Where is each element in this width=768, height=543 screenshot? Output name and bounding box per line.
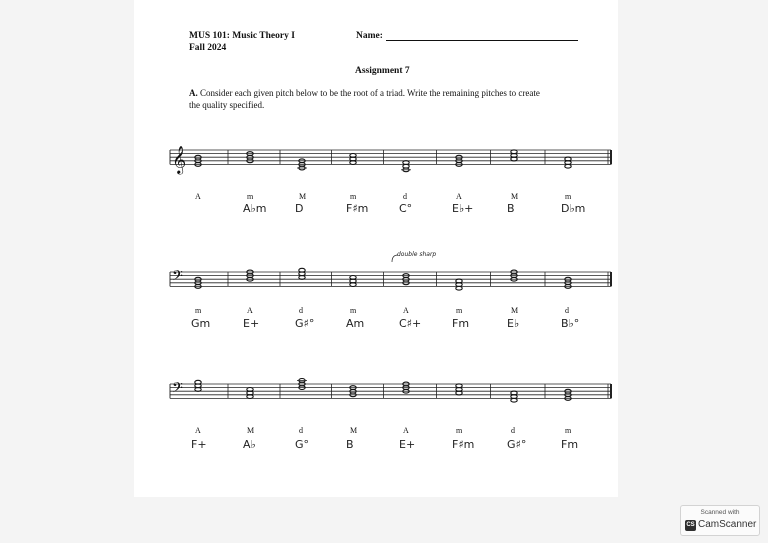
handwritten-answer: A♭m [243,202,267,215]
quality-label: M [511,192,519,201]
camscanner-badge [680,505,760,536]
bass-clef-icon: 𝄢 [172,268,183,288]
quality-label: d [565,306,569,315]
quality-label: m [195,306,202,315]
camscanner-logo-icon: CS [685,520,696,531]
handwritten-answer: A♭ [243,438,256,451]
quality-label: m [247,192,254,201]
handwritten-answer: E+ [399,438,416,451]
quality-label: A [456,192,462,201]
quality-label: m [350,306,357,315]
quality-label: m [565,426,572,435]
section-letter: A. [189,88,198,98]
handwritten-answer: F+ [191,438,207,451]
quality-label: M [247,426,255,435]
handwritten-answer: B [346,438,354,451]
quality-label: A [195,192,201,201]
quality-label: A [247,306,253,315]
handwritten-answer: Am [346,317,365,330]
quality-label: M [350,426,358,435]
handwritten-answer: Fm [561,438,579,451]
quality-label: m [456,306,463,315]
handwritten-answer: B [507,202,515,215]
handwritten-answer: Fm [452,317,470,330]
handwritten-answer: E+ [243,317,260,330]
handwritten-answer: B♭° [561,317,580,330]
quality-label: d [403,192,407,201]
quality-label: m [456,426,463,435]
handwritten-answer: E♭ [507,317,520,330]
double-sharp-annotation: double sharp [397,251,437,258]
scanner-brand: CamScanner [698,519,757,530]
quality-label: A [403,426,409,435]
course-term: Fall 2024 [189,43,227,53]
handwritten-answer: F♯m [452,438,475,451]
handwritten-answer: C° [399,202,413,215]
instructions-text-1: Consider each given pitch below to be the root of a triad. Write the remaining pitches to create [200,88,540,98]
instructions-line-2: the quality specified. [189,100,265,110]
handwritten-answer: C♯+ [399,317,422,330]
handwritten-answer: G° [295,438,310,451]
quality-label: m [350,192,357,201]
handwritten-answer: D♭m [561,202,586,215]
handwritten-answer: Gm [191,317,211,330]
quality-label: A [403,306,409,315]
quality-label: m [565,192,572,201]
handwritten-answer: D [295,202,304,215]
quality-label: A [195,426,201,435]
quality-label: M [299,192,307,201]
course-title: MUS 101: Music Theory I [189,31,295,41]
handwritten-answer: G♯° [507,438,527,451]
bass-clef-icon: 𝄢 [172,380,183,400]
quality-label: M [511,306,519,315]
scanner-label: Scanned with [700,509,740,516]
assignment-title: Assignment 7 [355,66,410,76]
quality-label: d [299,426,303,435]
handwritten-answer: F♯m [346,202,369,215]
quality-label: d [299,306,303,315]
treble-clef-icon: 𝄞 [172,145,187,174]
name-label: Name: [356,31,383,41]
handwritten-answer: E♭+ [452,202,474,215]
handwritten-answer: G♯° [295,317,315,330]
quality-label: d [511,426,515,435]
